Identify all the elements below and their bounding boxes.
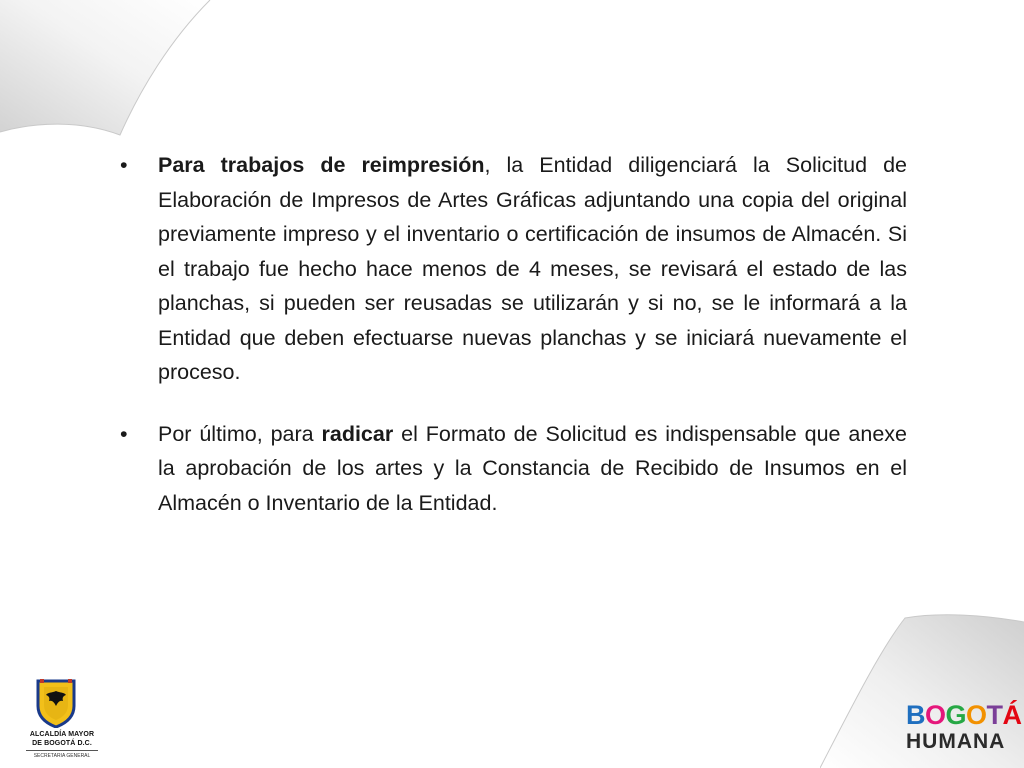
bogota-letter: O: [966, 700, 987, 730]
bullet-text-before: Por último, para: [158, 421, 322, 446]
alcaldia-rule: [26, 750, 98, 751]
bullet-bold-word: radicar: [321, 421, 394, 446]
bullet-text: , la Entidad diligenciará la Solicitud de Elaboración de Impresos de Artes Gráficas adjuntando una copia del original previamente impreso y el inventario o certificación de insumos de Almacén. Si el trabajo fue hecho hace menos de 4 meses, se revisará el estado de las planchas, si pueden ser reusadas se utilizarán y si no, se le informará a la Entidad que deben efectuarse nuevas planchas y se iniciará nuevamente el proceso.: [158, 153, 908, 384]
bogota-letter: O: [925, 700, 946, 730]
bullet-text-after: el Formato de Solicitud es indispensable que anexe la aprobación de los artes y la Constancia de Recibido de Insumos en el Almacén o Inventario de la Entidad.: [158, 421, 907, 515]
humana-word: HUMANA: [906, 730, 1006, 753]
slide-body: [118, 148, 907, 547]
page-curl-top-left: [0, 0, 215, 140]
bogota-letter: T: [986, 700, 1003, 730]
bullet-bold-lead: Para trabajos de reimpresión: [158, 153, 485, 177]
bullet-dot: •: [120, 421, 128, 446]
bogota-letter: G: [945, 700, 967, 730]
bullet-item-radicar: [118, 417, 907, 521]
bogota-word: [906, 700, 1022, 730]
alcaldia-logo-text: [16, 674, 108, 760]
alcaldia-line3: SECRETARIA GENERAL: [33, 753, 91, 759]
bullet-dot: •: [120, 153, 128, 177]
bogota-letter: Á: [1002, 700, 1022, 730]
alcaldia-line1: ALCALDÍA MAYOR: [29, 731, 95, 738]
bogota-humana-logo: [906, 700, 1022, 754]
bogota-letter: B: [906, 700, 925, 730]
alcaldia-line2: DE BOGOTÁ D.C.: [32, 740, 92, 747]
bullet-item-reimpresion: [118, 148, 907, 390]
